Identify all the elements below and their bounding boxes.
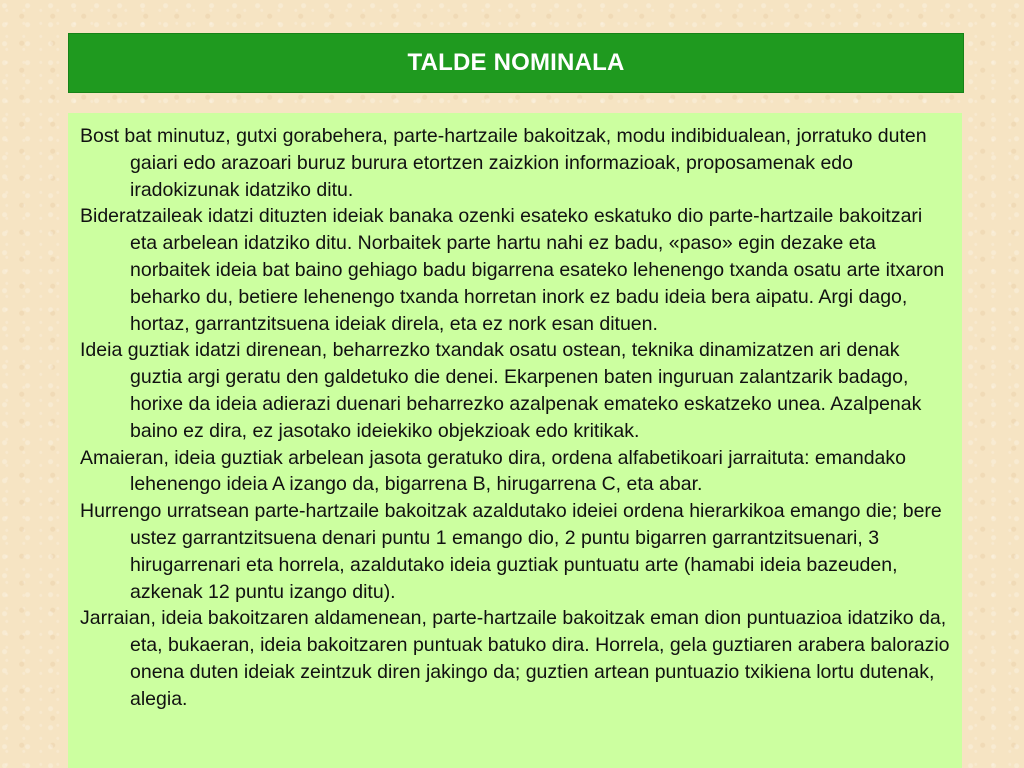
content-box <box>68 113 962 768</box>
title-bar <box>68 33 964 93</box>
paragraph-5: Hurrengo urratsean parte-hartzaile bakoitzak azaldutako ideiei ordena hierarkikoa emango die; bere ustez garrantzitsuena denari puntu 1 emango dio, 2 puntu bigarren garrantzitsuenari, 3 hirugarrenari eta horrela, azaldutako ideia guztiak puntuatu arte (hamabi ideia bazeuden, azkenak 12 puntu izango ditu). <box>80 500 942 603</box>
paragraph-2: Bideratzaileak idatzi dituzten ideiak banaka ozenki esateko eskatuko dio parte-hartzaile bakoitzari eta arbelean idatziko ditu. Norbaitek parte hartu nahi ez badu, «paso» egin dezake eta norbaitek ideia bat baino gehiago badu bigarrena esateko lehenengo txanda osatu arte itxaron beharko du, betiere lehenengo txanda horretan inork ez badu ideia bera aipatu. Argi dago, hortaz, garrantzitsuena ideiak direla, eta ez nork esan dituen. <box>80 205 945 335</box>
paragraph-4: Amaieran, ideia guztiak arbelean jasota geratuko dira, ordena alfabetikoari jarraituta: emandako lehenengo ideia A izango da, bigarrena B, hirugarrena C, eta abar. <box>80 446 906 496</box>
paragraph-1: Bost bat minutuz, gutxi gorabehera, parte-hartzaile bakoitzak, modu indibidualean, jorratuko duten gaiari edo arazoari buruz burura etortzen zaizkion informazioak, proposamenak edo iradokizunak idatziko ditu. <box>80 125 927 201</box>
paragraph-3: Ideia guztiak idatzi direnean, beharrezko txandak osatu ostean, teknika dinamizatzen ari denak guztia argi geratu den galdetuko die denei. Ekarpenen baten inguruan zalantzarik badago, horixe da ideia adierazi duenari beharrezko azalpenak emateko eskatzeko unea. Azalpenak baino ez dira, ez jasotako ideiekiko objekzioak edo kritikak. <box>80 339 922 442</box>
slide-title: TALDE NOMINALA <box>407 49 625 76</box>
paragraph-6: Jarraian, ideia bakoitzaren aldamenean, parte-hartzaile bakoitzak eman dion puntuazioa idatziko da, eta, bukaeran, ideia bakoitzaren puntuak batuko dira. Horrela, gela guztiaren arabera balorazio onena duten ideiak zeintzuk diren jakingo da; guztien artean puntuazio txikiena lortu dutenak, alegia. <box>80 607 950 710</box>
